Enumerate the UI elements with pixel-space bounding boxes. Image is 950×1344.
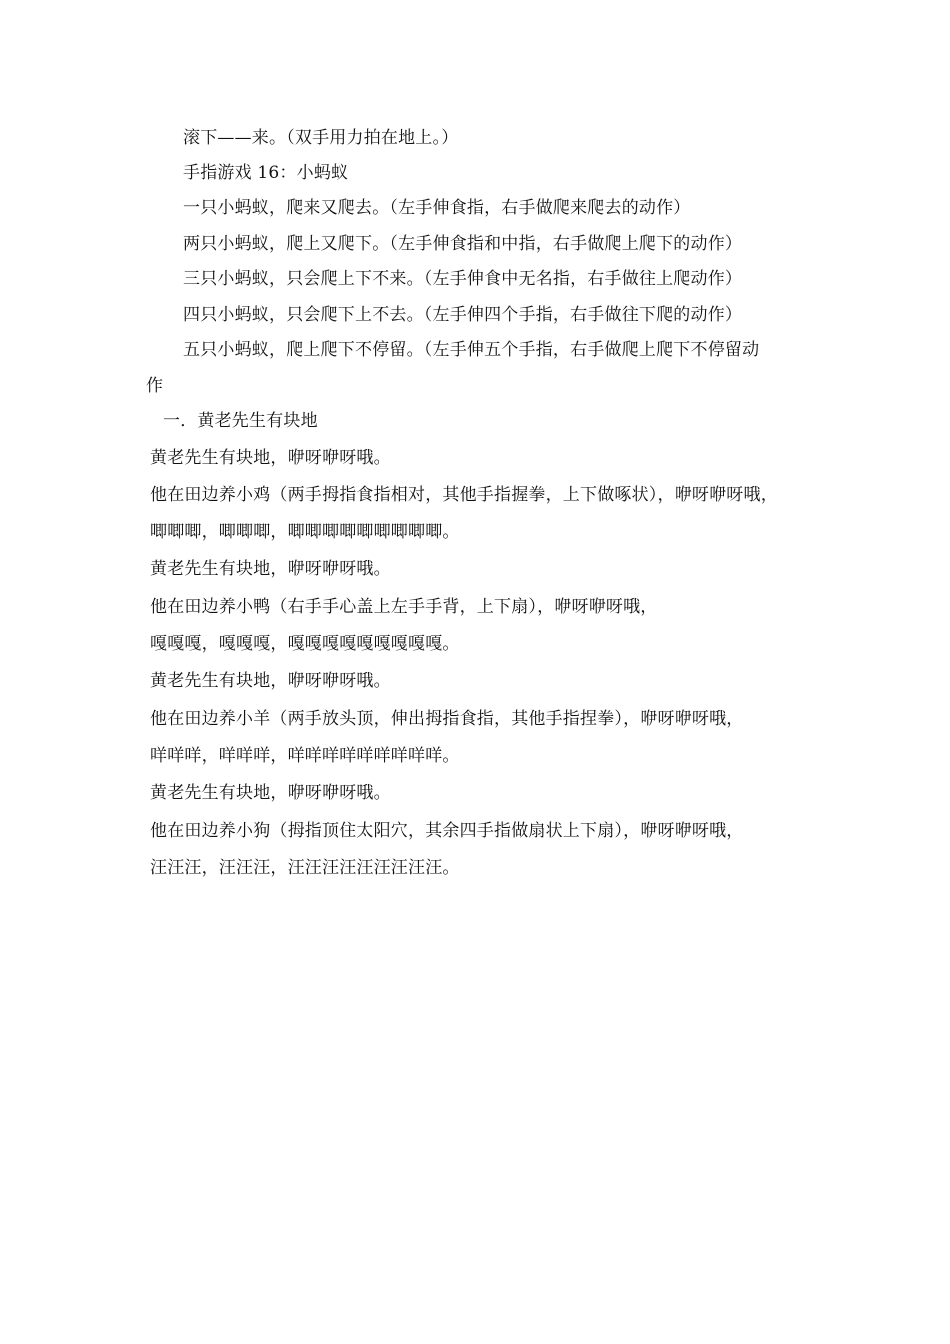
text-line: 他在田边养小鸭（右手手心盖上左手手背，上下扇），咿呀咿呀哦，	[150, 597, 658, 617]
text-line: 五只小蚂蚁，爬上爬下不停留。（左手伸五个手指，右手做爬上爬下不停留动	[183, 340, 760, 360]
section-heading: 一．黄老先生有块地	[163, 411, 318, 431]
text-line: 他在田边养小羊（两手放头顶，伸出拇指食指，其他手指捏拳），咿呀咿呀哦，	[150, 709, 744, 729]
text-line: 黄老先生有块地，咿呀咿呀哦。	[150, 671, 391, 691]
text-line: 作	[146, 376, 164, 396]
text-line: 唧唧唧，唧唧唧，唧唧唧唧唧唧唧唧唧。	[150, 522, 460, 542]
text-line: 两只小蚂蚁，爬上又爬下。（左手伸食指和中指，右手做爬上爬下的动作）	[183, 234, 743, 254]
text-line: 他在田边养小狗（拇指顶住太阳穴，其余四手指做扇状上下扇），咿呀咿呀哦，	[150, 821, 744, 841]
text-line: 滚下——来。（双手用力拍在地上。）	[183, 128, 459, 148]
text-line: 黄老先生有块地，咿呀咿呀哦。	[150, 448, 391, 468]
text-line: 嘎嘎嘎，嘎嘎嘎，嘎嘎嘎嘎嘎嘎嘎嘎嘎。	[150, 634, 460, 654]
text-line: 一只小蚂蚁，爬来又爬去。（左手伸食指，右手做爬来爬去的动作）	[183, 198, 691, 218]
text-line: 黄老先生有块地，咿呀咿呀哦。	[150, 559, 391, 579]
text-line: 咩咩咩，咩咩咩，咩咩咩咩咩咩咩咩咩。	[150, 746, 460, 766]
text-line: 四只小蚂蚁，只会爬下上不去。（左手伸四个手指，右手做往下爬的动作）	[183, 305, 743, 325]
text-line: 黄老先生有块地，咿呀咿呀哦。	[150, 783, 391, 803]
text-line: 三只小蚂蚁，只会爬上下不来。（左手伸食中无名指，右手做往上爬动作）	[183, 269, 743, 289]
text-line: 他在田边养小鸡（两手拇指食指相对，其他手指握拳，上下做啄状），咿呀咿呀哦，	[150, 485, 778, 505]
text-line: 汪汪汪，汪汪汪，汪汪汪汪汪汪汪汪汪。	[150, 858, 460, 878]
game-heading: 手指游戏 16：小蚂蚁	[183, 163, 349, 183]
